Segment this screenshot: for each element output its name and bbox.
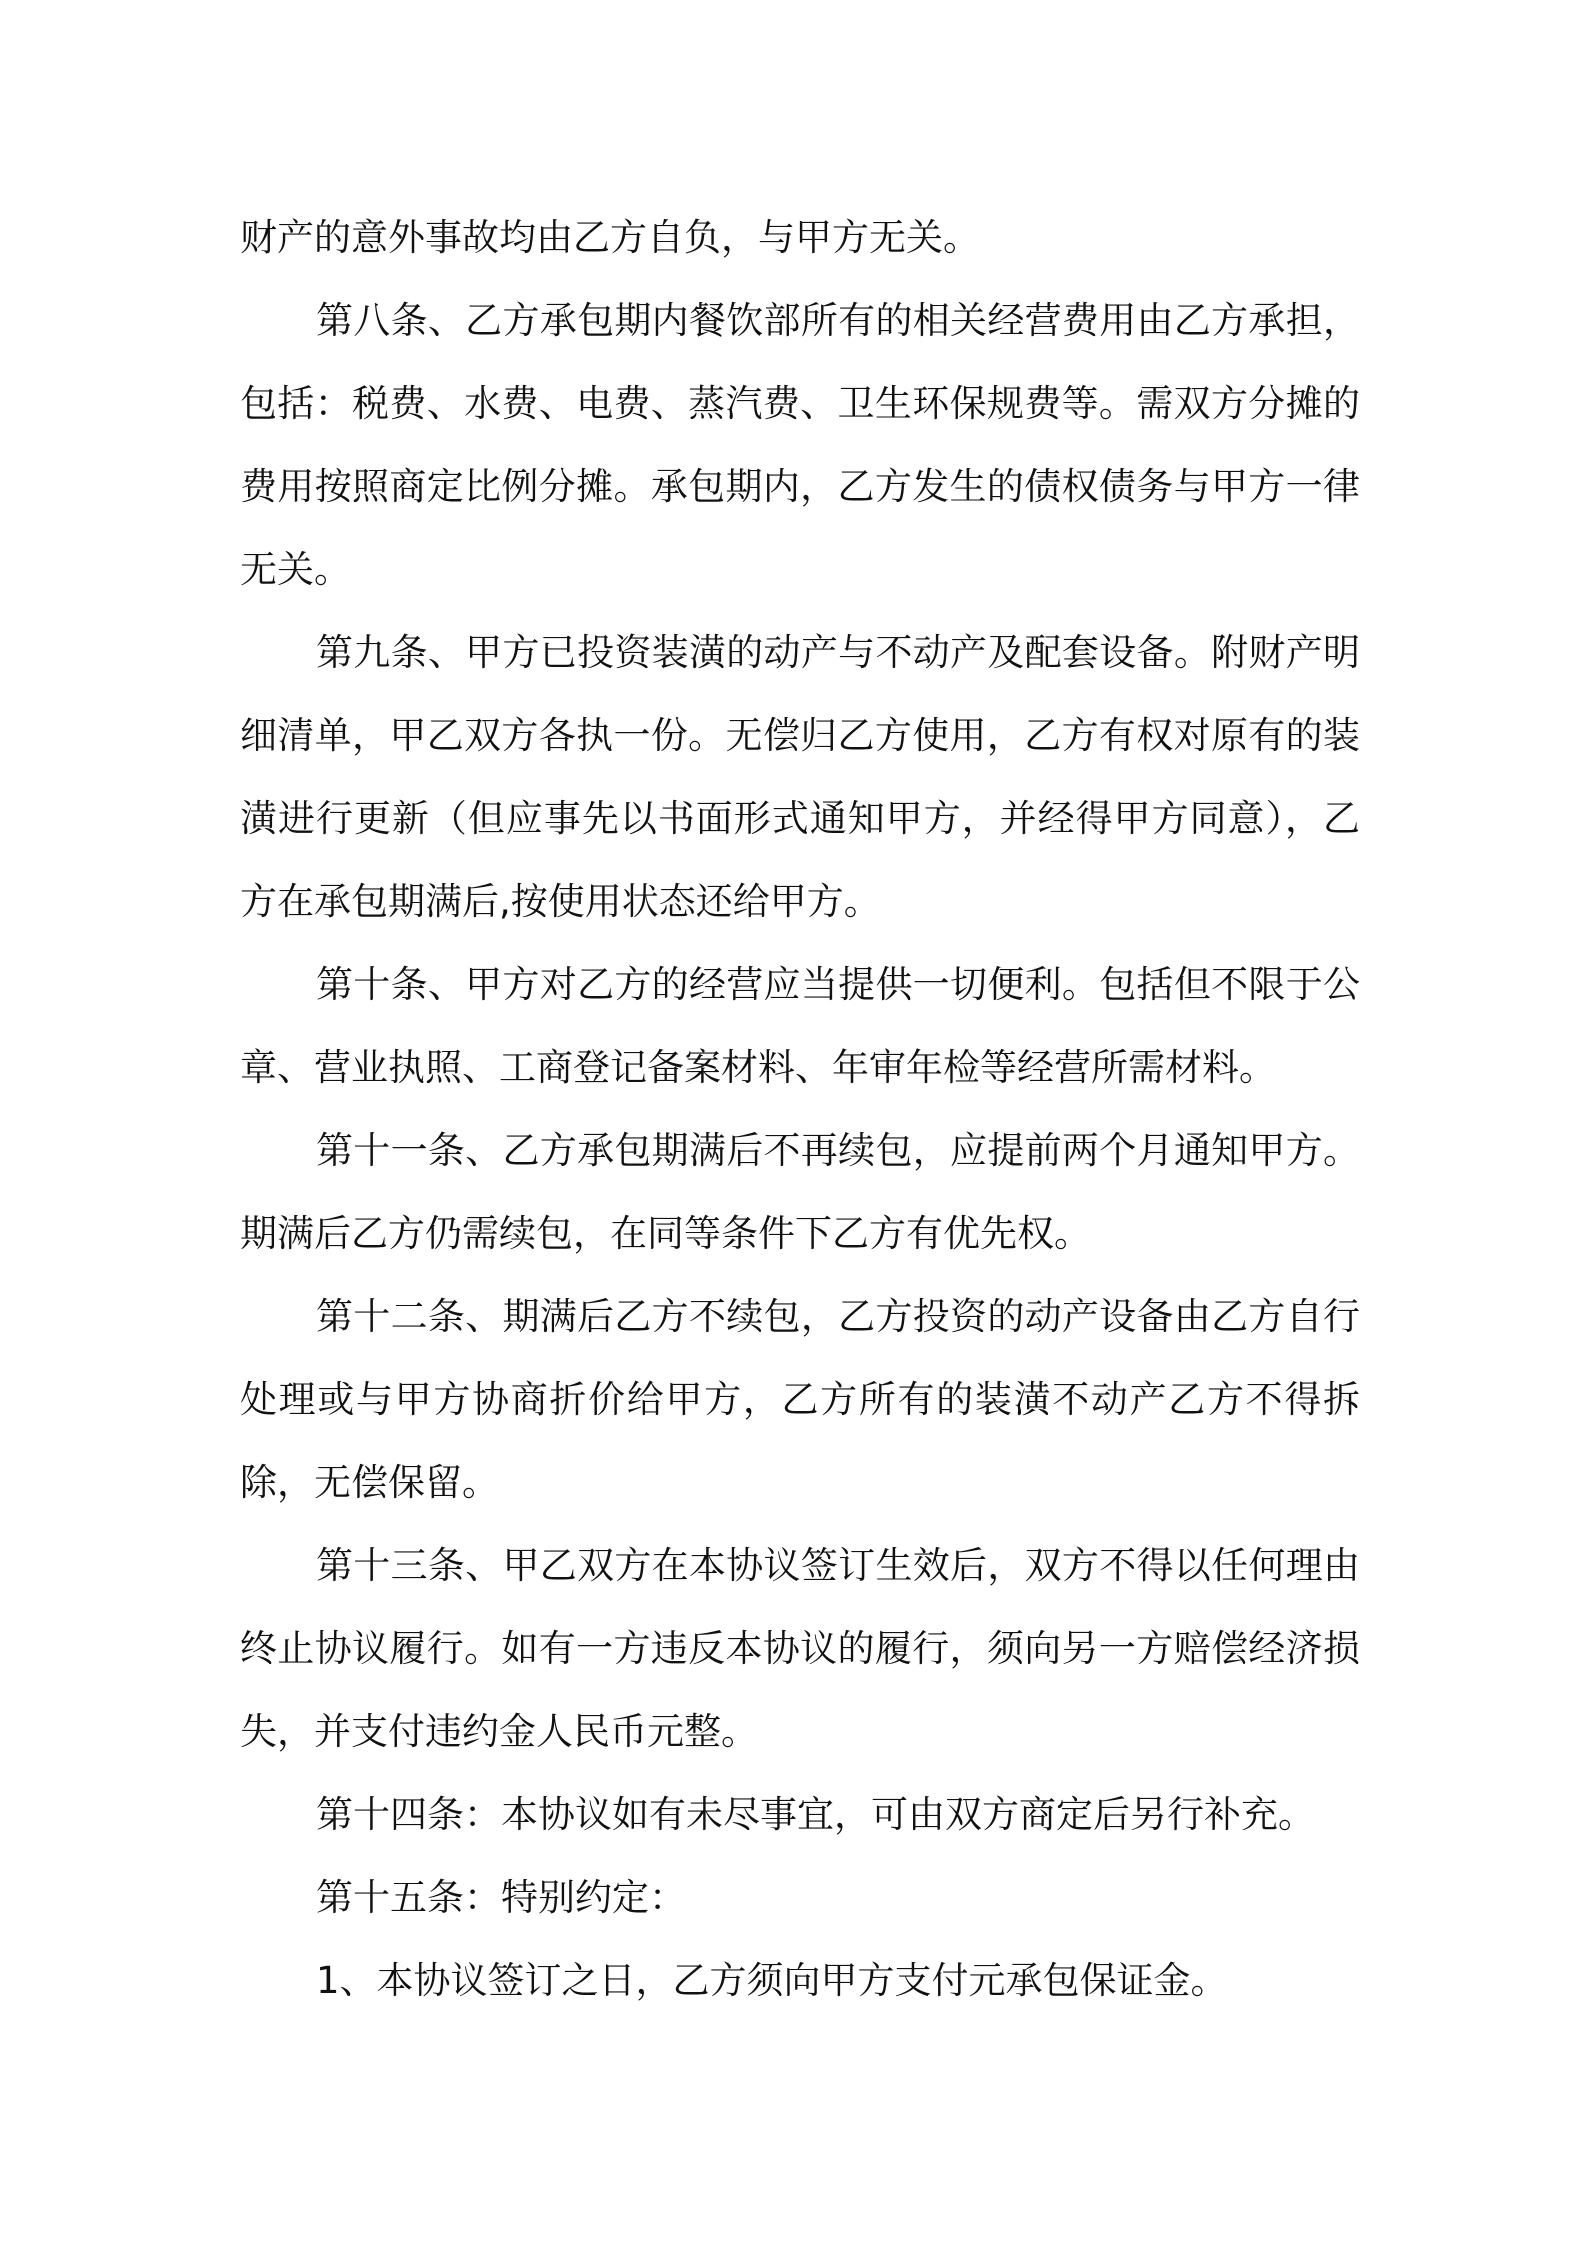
- paragraph-article-12: 第十二条、期满后乙方不续包，乙方投资的动产设备由乙方自行处理或与甲方协商折价给甲方，乙方所有的装潢不动产乙方不得拆除，无偿保留。: [240, 1295, 1360, 1504]
- document-body: [240, 196, 1360, 2022]
- paragraph-article-14: 第十四条：本协议如有未尽事宜，可由双方商定后另行补充。: [316, 1793, 1315, 1836]
- paragraph-article-11: 第十一条、乙方承包期满后不再续包，应提前两个月通知甲方。期满后乙方仍需续包，在同等条件下乙方有优先权。: [240, 1129, 1360, 1255]
- paragraph-clause-1: 1、本协议签订之日，乙方须向甲方支付元承包保证金。: [316, 1959, 1228, 2002]
- paragraph-article-15: 第十五条：特别约定：: [316, 1876, 686, 1919]
- paragraph-article-10: 第十条、甲方对乙方的经营应当提供一切便利。包括但不限于公章、营业执照、工商登记备案材料、年审年检等经营所需材料。: [240, 963, 1360, 1089]
- paragraph-continuation: 财产的意外事故均由乙方自负，与甲方无关。: [240, 216, 980, 259]
- paragraph-article-9: 第九条、甲方已投资装潢的动产与不动产及配套设备。附财产明细清单，甲乙双方各执一份。无偿归乙方使用，乙方有权对原有的装潢进行更新（但应事先以书面形式通知甲方，并经得甲方同意），乙方在承包期满后,按使用状态还给甲方。: [240, 631, 1360, 923]
- paragraph-article-13: 第十三条、甲乙双方在本协议签订生效后，双方不得以任何理由终止协议履行。如有一方违反本协议的履行，须向另一方赔偿经济损失，并支付违约金人民币元整。: [240, 1544, 1360, 1753]
- paragraph-article-8: 第八条、乙方承包期内餐饮部所有的相关经营费用由乙方承担，包括：税费、水费、电费、蒸汽费、卫生环保规费等。需双方分摊的费用按照商定比例分摊。承包期内，乙方发生的债权债务与甲方一律无关。: [240, 299, 1360, 591]
